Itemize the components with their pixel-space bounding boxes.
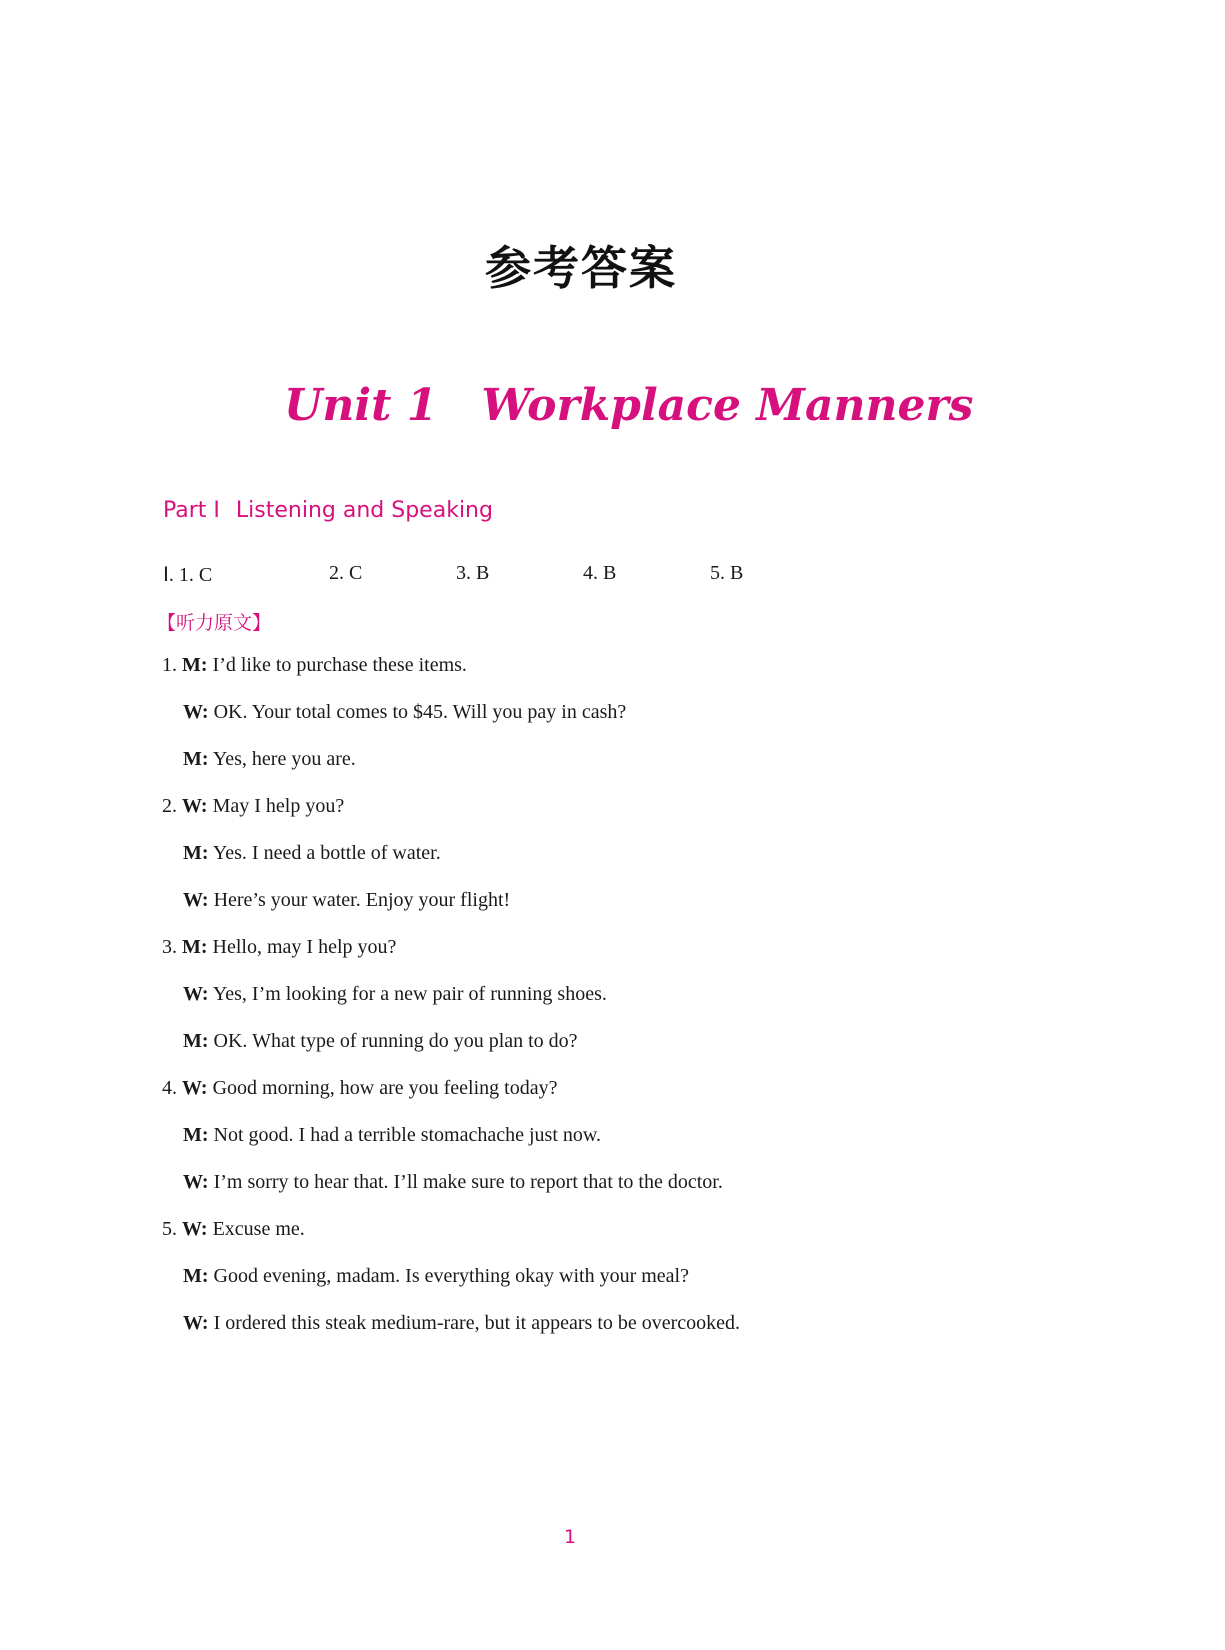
dialogue-line bbox=[183, 889, 510, 912]
utterance: OK. Your total comes to $45. Will you pay in cash? bbox=[213, 701, 627, 723]
listening-script-label: 【听力原文】 bbox=[157, 612, 272, 634]
utterance: Good evening, madam. Is everything okay with your meal? bbox=[213, 1265, 689, 1287]
part-title: Listening and Speaking bbox=[235, 498, 493, 523]
speaker: M: bbox=[183, 1124, 209, 1146]
speaker: M: bbox=[182, 936, 208, 958]
speaker: W: bbox=[183, 1171, 209, 1193]
dialogue-line bbox=[183, 1312, 740, 1335]
dialogue-line bbox=[183, 748, 356, 771]
utterance: Hello, may I help you? bbox=[212, 936, 397, 958]
dialogue-number: 3. bbox=[162, 936, 177, 958]
speaker: W: bbox=[182, 795, 208, 817]
dialogue-number: 2. bbox=[162, 795, 177, 817]
answer-item: 4. B bbox=[583, 562, 617, 584]
speaker: W: bbox=[183, 889, 209, 911]
dialogue-line bbox=[183, 701, 626, 724]
page-title: 参考答案 bbox=[485, 241, 677, 295]
page-number: 1 bbox=[563, 1526, 577, 1548]
speaker: M: bbox=[183, 842, 209, 864]
speaker: M: bbox=[182, 654, 208, 676]
speaker: M: bbox=[183, 748, 209, 770]
speaker: M: bbox=[183, 1030, 209, 1052]
utterance: Not good. I had a terrible stomachache just now. bbox=[213, 1124, 602, 1146]
utterance: I’m sorry to hear that. I’ll make sure to report that to the doctor. bbox=[213, 1171, 723, 1193]
dialogue-line bbox=[162, 654, 467, 677]
answer-item: 3. B bbox=[456, 562, 490, 584]
speaker: W: bbox=[182, 1218, 208, 1240]
dialogue-number: 5. bbox=[162, 1218, 177, 1240]
utterance: Yes. I need a bottle of water. bbox=[212, 842, 441, 864]
dialogue-line bbox=[183, 983, 607, 1006]
utterance: I ordered this steak medium-rare, but it appears to be overcooked. bbox=[213, 1312, 741, 1334]
utterance: Yes, I’m looking for a new pair of running shoes. bbox=[212, 983, 607, 1005]
utterance: Excuse me. bbox=[212, 1218, 305, 1240]
utterance: OK. What type of running do you plan to do? bbox=[213, 1030, 578, 1052]
dialogue-line bbox=[162, 936, 396, 959]
unit-number: Unit 1 bbox=[284, 380, 438, 431]
speaker: W: bbox=[182, 1077, 208, 1099]
speaker: W: bbox=[183, 983, 209, 1005]
dialogue-line bbox=[162, 1077, 557, 1100]
answer-item: 2. C bbox=[329, 562, 363, 584]
utterance: Here’s your water. Enjoy your flight! bbox=[213, 889, 511, 911]
utterance: I’d like to purchase these items. bbox=[212, 654, 467, 676]
part-label: Part I bbox=[163, 498, 220, 523]
speaker: M: bbox=[183, 1265, 209, 1287]
utterance: Good morning, how are you feeling today? bbox=[212, 1077, 558, 1099]
answer-item: Ⅰ. 1. C bbox=[163, 564, 213, 586]
utterance: Yes, here you are. bbox=[212, 748, 356, 770]
part-heading bbox=[163, 498, 493, 523]
dialogue-number: 4. bbox=[162, 1077, 177, 1099]
unit-title bbox=[284, 380, 984, 431]
unit-name: Workplace Manners bbox=[481, 380, 974, 431]
dialogue-line bbox=[183, 1265, 689, 1288]
dialogue-line bbox=[183, 842, 441, 865]
dialogue-number: 1. bbox=[162, 654, 177, 676]
speaker: W: bbox=[183, 701, 209, 723]
answer-item: 5. B bbox=[710, 562, 744, 584]
speaker: W: bbox=[183, 1312, 209, 1334]
dialogue-line bbox=[183, 1124, 601, 1147]
dialogue-line bbox=[183, 1030, 578, 1053]
dialogue-line bbox=[162, 1218, 305, 1241]
dialogue-line bbox=[162, 795, 344, 818]
dialogue-line bbox=[183, 1171, 723, 1194]
utterance: May I help you? bbox=[212, 795, 345, 817]
